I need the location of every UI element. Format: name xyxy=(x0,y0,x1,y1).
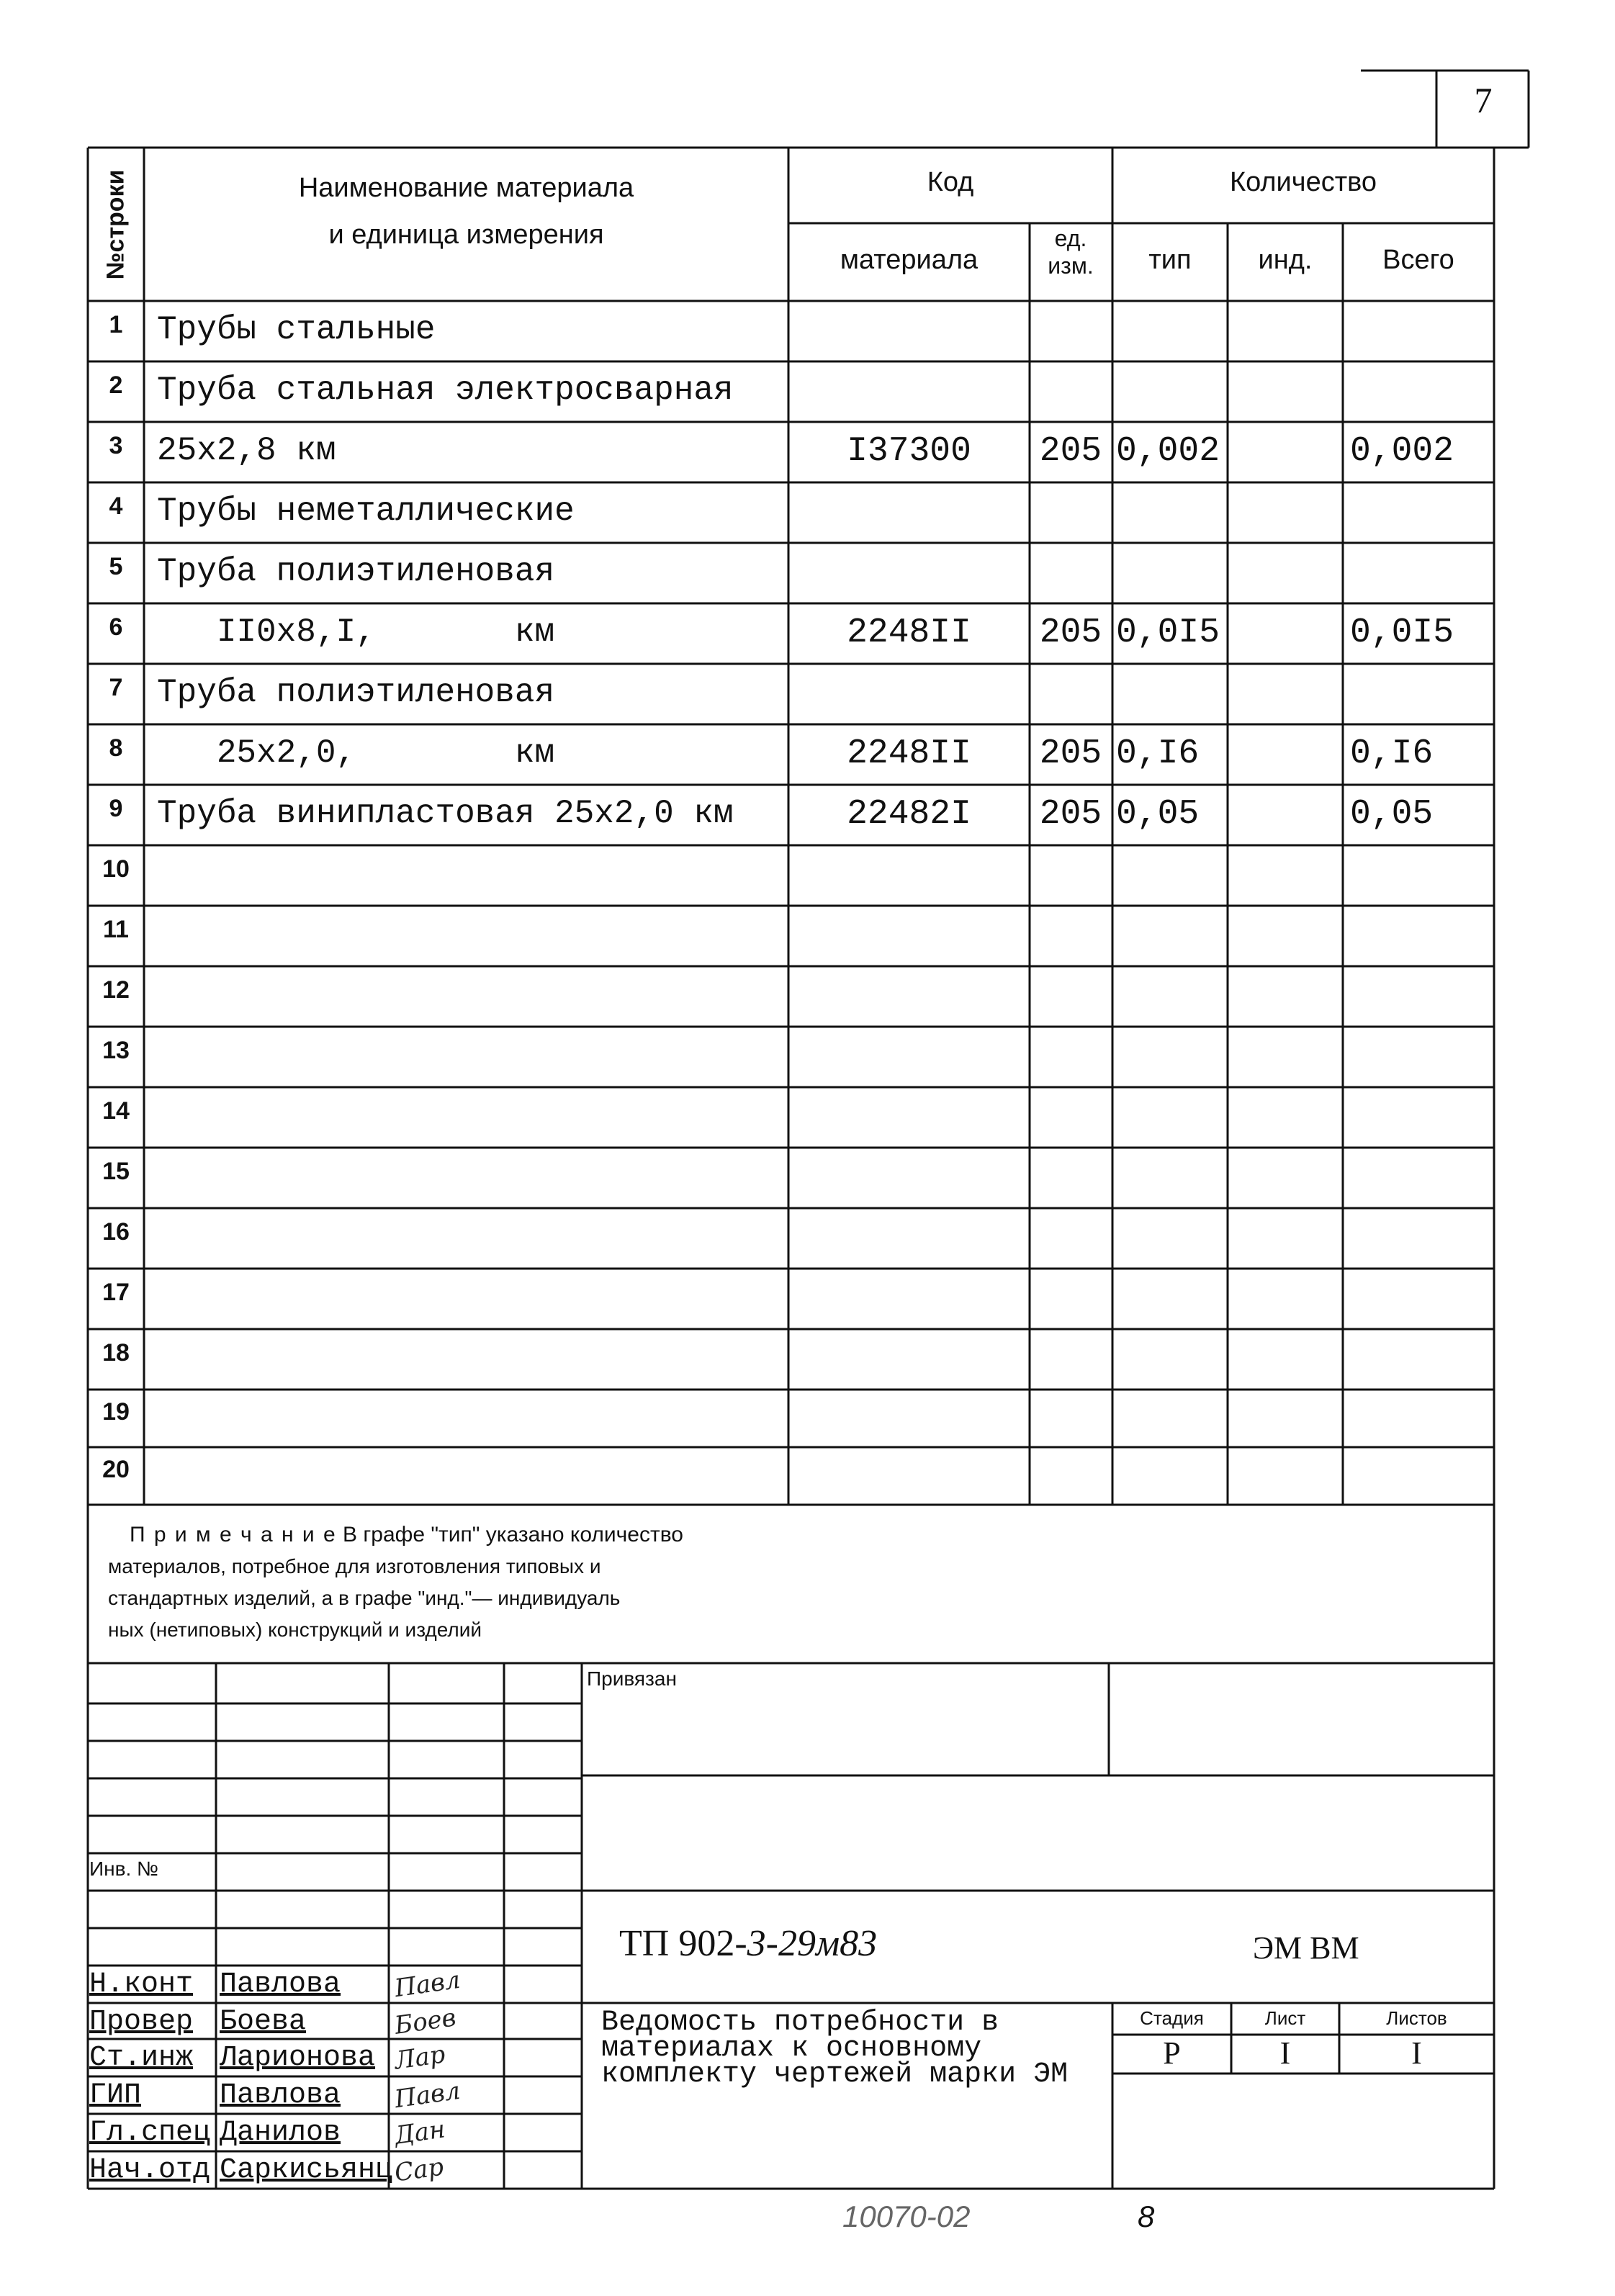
row-number: 18 xyxy=(102,1339,130,1367)
row-number: 2 xyxy=(109,372,123,399)
note-line2: материалов, потребное для изготовления типовых и xyxy=(108,1555,601,1577)
quantity-ind-header: инд. xyxy=(1258,245,1313,275)
material-name: Труба полиэтиленовая xyxy=(157,674,555,711)
quantity-total: 0,0I5 xyxy=(1350,613,1454,652)
quantity-type: 0,0I5 xyxy=(1116,613,1220,652)
note-lead: П р и м е ч а н и е xyxy=(130,1523,337,1547)
material-name: Труба полиэтиленовая xyxy=(157,553,555,590)
row-number: 4 xyxy=(109,492,123,520)
note-line4: ных (нетиповых) конструкций и изделий xyxy=(108,1619,482,1641)
material-name: Трубы неметаллические xyxy=(157,492,575,530)
unit-code: 205 xyxy=(1039,795,1102,834)
row-number: 11 xyxy=(103,916,129,943)
row-number: 5 xyxy=(109,553,123,580)
signatory-role: Н.конт xyxy=(89,1968,194,2001)
signatory-name: Боева xyxy=(220,2006,307,2038)
row-number: 10 xyxy=(102,855,130,883)
unit-code: 205 xyxy=(1039,613,1102,652)
name-header-line2: и единица измерения xyxy=(328,220,604,250)
unit-code: 205 xyxy=(1039,432,1102,471)
code-material-header: материала xyxy=(840,245,979,275)
row-number: 6 xyxy=(109,613,123,641)
privyazan-label: Привязан xyxy=(587,1667,677,1690)
stage-value: Р xyxy=(1163,2035,1181,2071)
inventory-number-label: Инв. № xyxy=(89,1858,159,1880)
quantity-type: 0,002 xyxy=(1116,432,1220,471)
quantity-type-header: тип xyxy=(1148,245,1192,275)
signatory-name: Павлова xyxy=(220,1968,341,2001)
signatory-role: Гл.спец xyxy=(89,2117,211,2149)
project-code xyxy=(619,1922,877,1965)
material-name: 25х2,0, км xyxy=(157,734,555,772)
project-code-print: ТП 902- xyxy=(619,1923,747,1964)
drawing-mark: ЭМ ВМ xyxy=(1253,1930,1359,1966)
row-number: 14 xyxy=(102,1097,130,1125)
row-number: 7 xyxy=(109,674,123,701)
project-code-handwritten: 3-29м83 xyxy=(747,1923,878,1964)
note-line1: В графе "тип" указано количество xyxy=(343,1523,683,1547)
material-name: Трубы стальные xyxy=(157,311,436,348)
row-number: 16 xyxy=(102,1218,130,1246)
signature: Лар xyxy=(392,2040,447,2076)
signatory-role: Провер xyxy=(89,2006,194,2038)
quantity-total: 0,002 xyxy=(1350,432,1454,471)
note xyxy=(108,1519,683,1646)
row-number: 17 xyxy=(102,1279,130,1306)
material-code: 2248II xyxy=(847,613,971,652)
signatory-role: Нач.отд xyxy=(89,2154,211,2187)
quantity-type: 0,I6 xyxy=(1116,734,1200,773)
signatory-role: ГИП xyxy=(89,2079,142,2112)
row-number: 13 xyxy=(102,1037,130,1064)
quantity-total: 0,05 xyxy=(1350,795,1434,834)
sheets-value: I xyxy=(1411,2035,1422,2071)
page-number: 8 xyxy=(1138,2200,1155,2233)
code-header: Код xyxy=(927,167,974,197)
material-name: II0х8,I, км xyxy=(157,613,555,651)
quantity-type: 0,05 xyxy=(1116,795,1200,834)
signature: Боев xyxy=(392,2003,458,2040)
name-header-line1: Наименование материала xyxy=(298,173,634,203)
material-code: I37300 xyxy=(847,432,971,471)
signatory-name: Павлова xyxy=(220,2079,341,2112)
row-number: 3 xyxy=(109,432,123,459)
signatory-role: Ст.инж xyxy=(89,2042,194,2074)
sheet-label: Лист xyxy=(1264,2007,1306,2029)
unit-code: 205 xyxy=(1039,734,1102,773)
material-code: 22482I xyxy=(847,795,971,834)
signatory-name: Саркисьянц xyxy=(220,2154,393,2187)
row-number: 15 xyxy=(102,1158,130,1185)
material-name: 25х2,8 км xyxy=(157,432,336,469)
code-unit-header: ед. изм. xyxy=(1048,225,1094,279)
material-name: Труба стальная электросварная xyxy=(157,372,734,409)
material-code: 2248II xyxy=(847,734,971,773)
signature: Дан xyxy=(392,2115,447,2151)
row-number: 9 xyxy=(109,795,123,822)
archive-number: 10070-02 xyxy=(842,2200,971,2233)
row-number: 8 xyxy=(109,734,123,762)
sheet-value: I xyxy=(1279,2035,1291,2071)
quantity-total: 0,I6 xyxy=(1350,734,1434,773)
row-number: 19 xyxy=(102,1398,130,1426)
row-number: 1 xyxy=(109,311,123,338)
quantity-header: Количество xyxy=(1229,167,1377,197)
sheets-label: Листов xyxy=(1386,2007,1447,2029)
stage-label: Стадия xyxy=(1140,2007,1204,2029)
signatory-name: Данилов xyxy=(220,2117,341,2149)
material-name: Труба винипластовая 25х2,0 км xyxy=(157,795,734,832)
signatory-name: Ларионова xyxy=(220,2042,376,2074)
row-number: 12 xyxy=(102,976,130,1004)
document-title: Ведомость потребности в материалах к основному комплекту чертежей марки ЭМ xyxy=(601,2007,1069,2091)
quantity-total-header: Всего xyxy=(1382,245,1454,275)
signature: Павл xyxy=(392,1965,462,2004)
sheet-number: 7 xyxy=(1474,80,1493,120)
note-line3: стандартных изделий, а в графе "инд."— индивидуаль xyxy=(108,1587,621,1609)
signature: Павл xyxy=(392,2076,462,2115)
signature: Сар xyxy=(392,2152,446,2188)
row-number: 20 xyxy=(102,1456,130,1483)
row-number-header: №строки xyxy=(102,169,130,279)
